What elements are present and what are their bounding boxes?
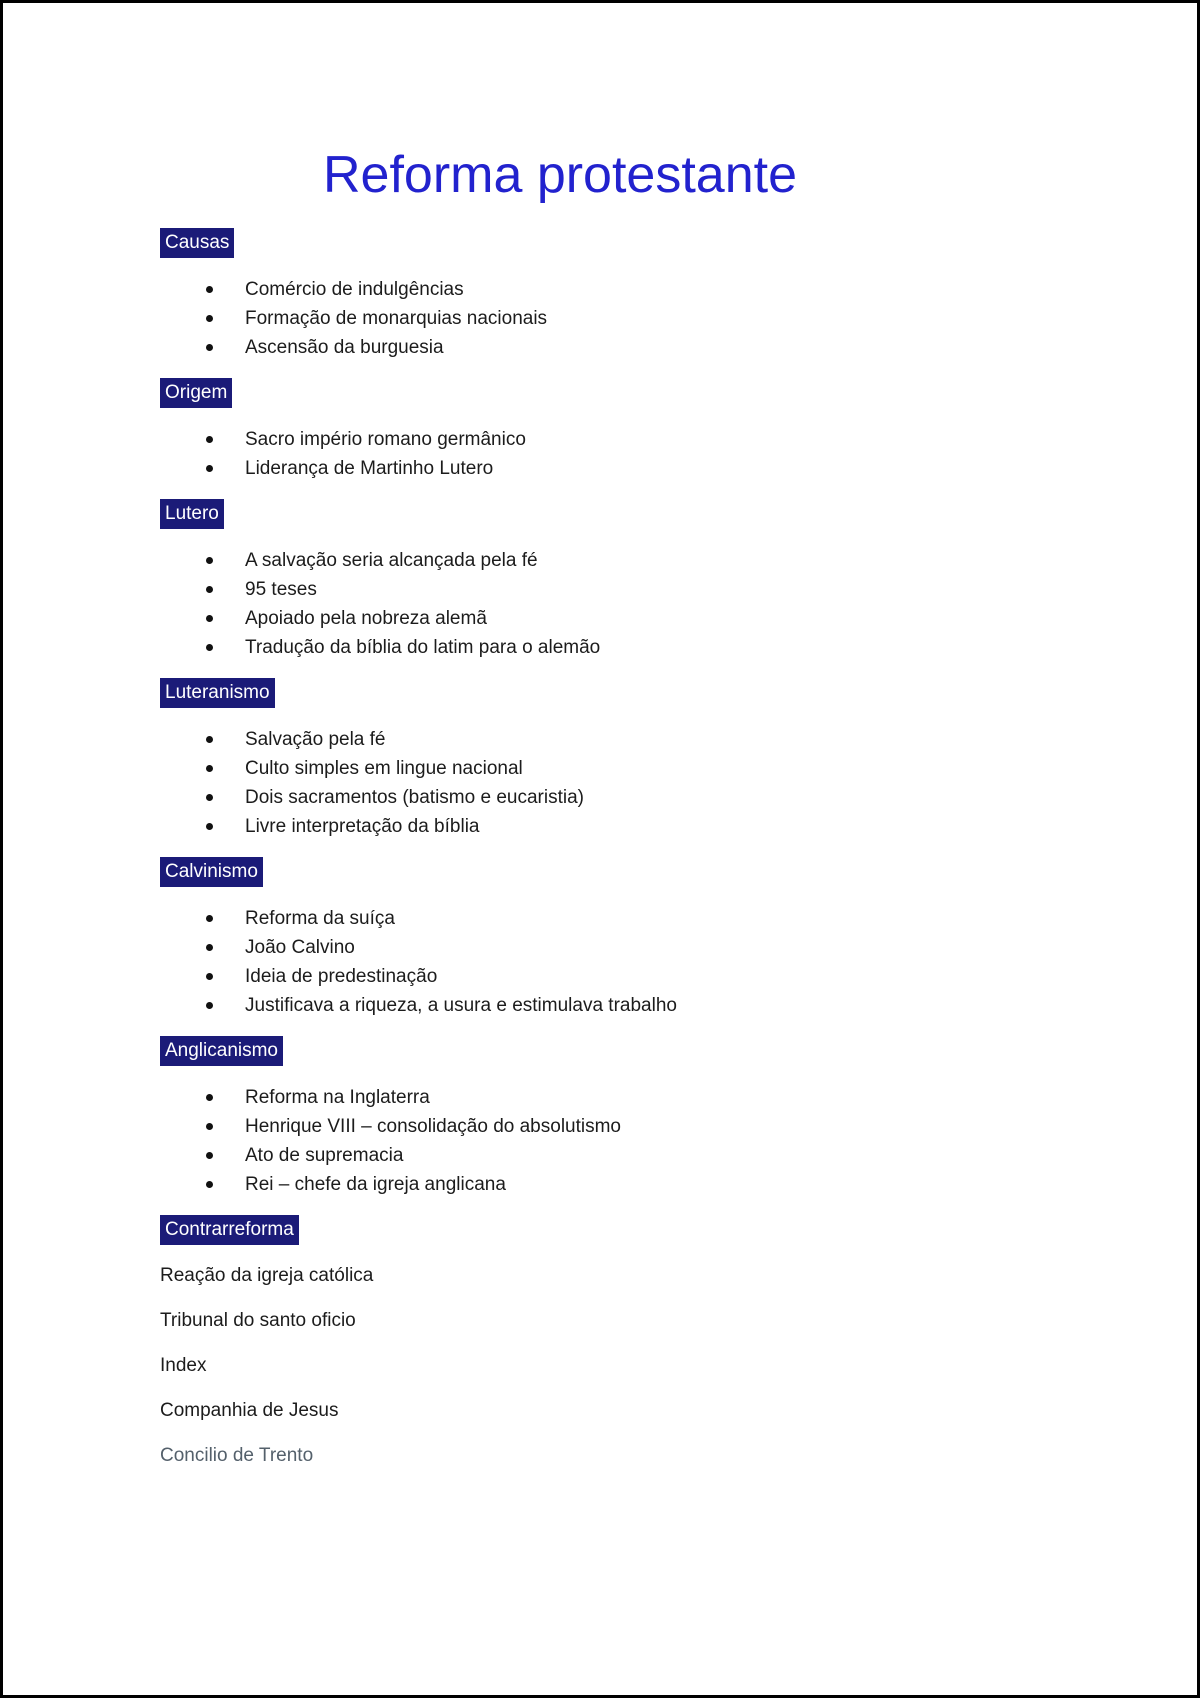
section-heading: Luteranismo bbox=[160, 678, 275, 708]
bullet-text: 95 teses bbox=[245, 579, 317, 600]
bullet-text: Comércio de indulgências bbox=[245, 279, 464, 300]
bullet-text: Apoiado pela nobreza alemã bbox=[245, 608, 487, 629]
bullet-icon bbox=[206, 794, 213, 801]
bullet-list bbox=[160, 904, 960, 1020]
bullet-text: Reforma na Inglaterra bbox=[245, 1087, 430, 1108]
bullet-text: Formação de monarquias nacionais bbox=[245, 308, 548, 329]
section bbox=[160, 857, 960, 1020]
bullet-item bbox=[160, 304, 960, 333]
bullet-icon bbox=[206, 1123, 213, 1130]
section bbox=[160, 1036, 960, 1199]
bullet-icon bbox=[206, 1152, 213, 1159]
bullet-item bbox=[160, 991, 960, 1020]
section bbox=[160, 1215, 960, 1245]
paragraph: Index bbox=[160, 1355, 207, 1376]
bullet-item bbox=[160, 454, 960, 483]
bullet-item bbox=[160, 425, 960, 454]
paragraph: Reação da igreja católica bbox=[160, 1265, 374, 1286]
bullet-item bbox=[160, 725, 960, 754]
bullet-text: Ato de supremacia bbox=[245, 1145, 404, 1166]
bullet-icon bbox=[206, 1094, 213, 1101]
bullet-text: Justificava a riqueza, a usura e estimulava trabalho bbox=[245, 995, 677, 1016]
paragraph: Tribunal do santo oficio bbox=[160, 1310, 356, 1331]
bullet-item bbox=[160, 1083, 960, 1112]
section-heading: Causas bbox=[160, 228, 234, 258]
bullet-text: Tradução da bíblia do latim para o alemão bbox=[245, 637, 601, 658]
section-heading: Origem bbox=[160, 378, 232, 408]
bullet-icon bbox=[206, 973, 213, 980]
paragraphs-container bbox=[160, 1261, 960, 1470]
bullet-text: Liderança de Martinho Lutero bbox=[245, 458, 494, 479]
bullet-icon bbox=[206, 644, 213, 651]
bullet-icon bbox=[206, 344, 213, 351]
bullet-item bbox=[160, 933, 960, 962]
bullet-text: Reforma da suíça bbox=[245, 908, 395, 929]
section bbox=[160, 228, 960, 362]
bullet-text: Dois sacramentos (batismo e eucaristia) bbox=[245, 787, 584, 808]
section-heading: Calvinismo bbox=[160, 857, 263, 887]
section bbox=[160, 678, 960, 841]
bullet-text: Ascensão da burguesia bbox=[245, 337, 444, 358]
bullet-text: João Calvino bbox=[245, 937, 355, 958]
bullet-item bbox=[160, 1141, 960, 1170]
bullet-icon bbox=[206, 1181, 213, 1188]
page-title: Reforma protestante bbox=[322, 146, 798, 204]
bullet-item bbox=[160, 904, 960, 933]
bullet-icon bbox=[206, 615, 213, 622]
bullet-list bbox=[160, 1083, 960, 1199]
sections-container bbox=[160, 228, 960, 1245]
bullet-text: Culto simples em lingue nacional bbox=[245, 758, 523, 779]
bullet-item bbox=[160, 962, 960, 991]
section bbox=[160, 378, 960, 483]
bullet-item bbox=[160, 604, 960, 633]
bullet-item bbox=[160, 1112, 960, 1141]
bullet-text: A salvação seria alcançada pela fé bbox=[245, 550, 538, 571]
bullet-icon bbox=[206, 465, 213, 472]
bullet-text: Salvação pela fé bbox=[245, 729, 386, 750]
bullet-text: Rei – chefe da igreja anglicana bbox=[245, 1174, 506, 1195]
section-heading: Contrarreforma bbox=[160, 1215, 299, 1245]
bullet-icon bbox=[206, 286, 213, 293]
bullet-icon bbox=[206, 736, 213, 743]
bullet-text: Sacro império romano germânico bbox=[245, 429, 526, 450]
bullet-list bbox=[160, 546, 960, 662]
bullet-item bbox=[160, 546, 960, 575]
bullet-item bbox=[160, 783, 960, 812]
section-heading: Anglicanismo bbox=[160, 1036, 283, 1066]
bullet-item bbox=[160, 754, 960, 783]
bullet-item bbox=[160, 275, 960, 304]
paragraph: Companhia de Jesus bbox=[160, 1400, 339, 1421]
bullet-icon bbox=[206, 765, 213, 772]
paragraph: Concilio de Trento bbox=[160, 1445, 314, 1466]
bullet-item bbox=[160, 1170, 960, 1199]
bullet-item bbox=[160, 575, 960, 604]
bullet-item bbox=[160, 333, 960, 362]
section-heading: Lutero bbox=[160, 499, 224, 529]
bullet-list bbox=[160, 725, 960, 841]
bullet-list bbox=[160, 275, 960, 362]
bullet-text: Ideia de predestinação bbox=[245, 966, 438, 987]
bullet-icon bbox=[206, 915, 213, 922]
bullet-list bbox=[160, 425, 960, 483]
bullet-icon bbox=[206, 944, 213, 951]
bullet-icon bbox=[206, 436, 213, 443]
bullet-icon bbox=[206, 557, 213, 564]
bullet-icon bbox=[206, 315, 213, 322]
bullet-text: Livre interpretação da bíblia bbox=[245, 816, 480, 837]
bullet-item bbox=[160, 812, 960, 841]
bullet-icon bbox=[206, 823, 213, 830]
section bbox=[160, 499, 960, 662]
document-content bbox=[160, 3, 960, 1470]
bullet-text: Henrique VIII – consolidação do absolutismo bbox=[245, 1116, 622, 1137]
bullet-icon bbox=[206, 586, 213, 593]
bullet-icon bbox=[206, 1002, 213, 1009]
bullet-item bbox=[160, 633, 960, 662]
